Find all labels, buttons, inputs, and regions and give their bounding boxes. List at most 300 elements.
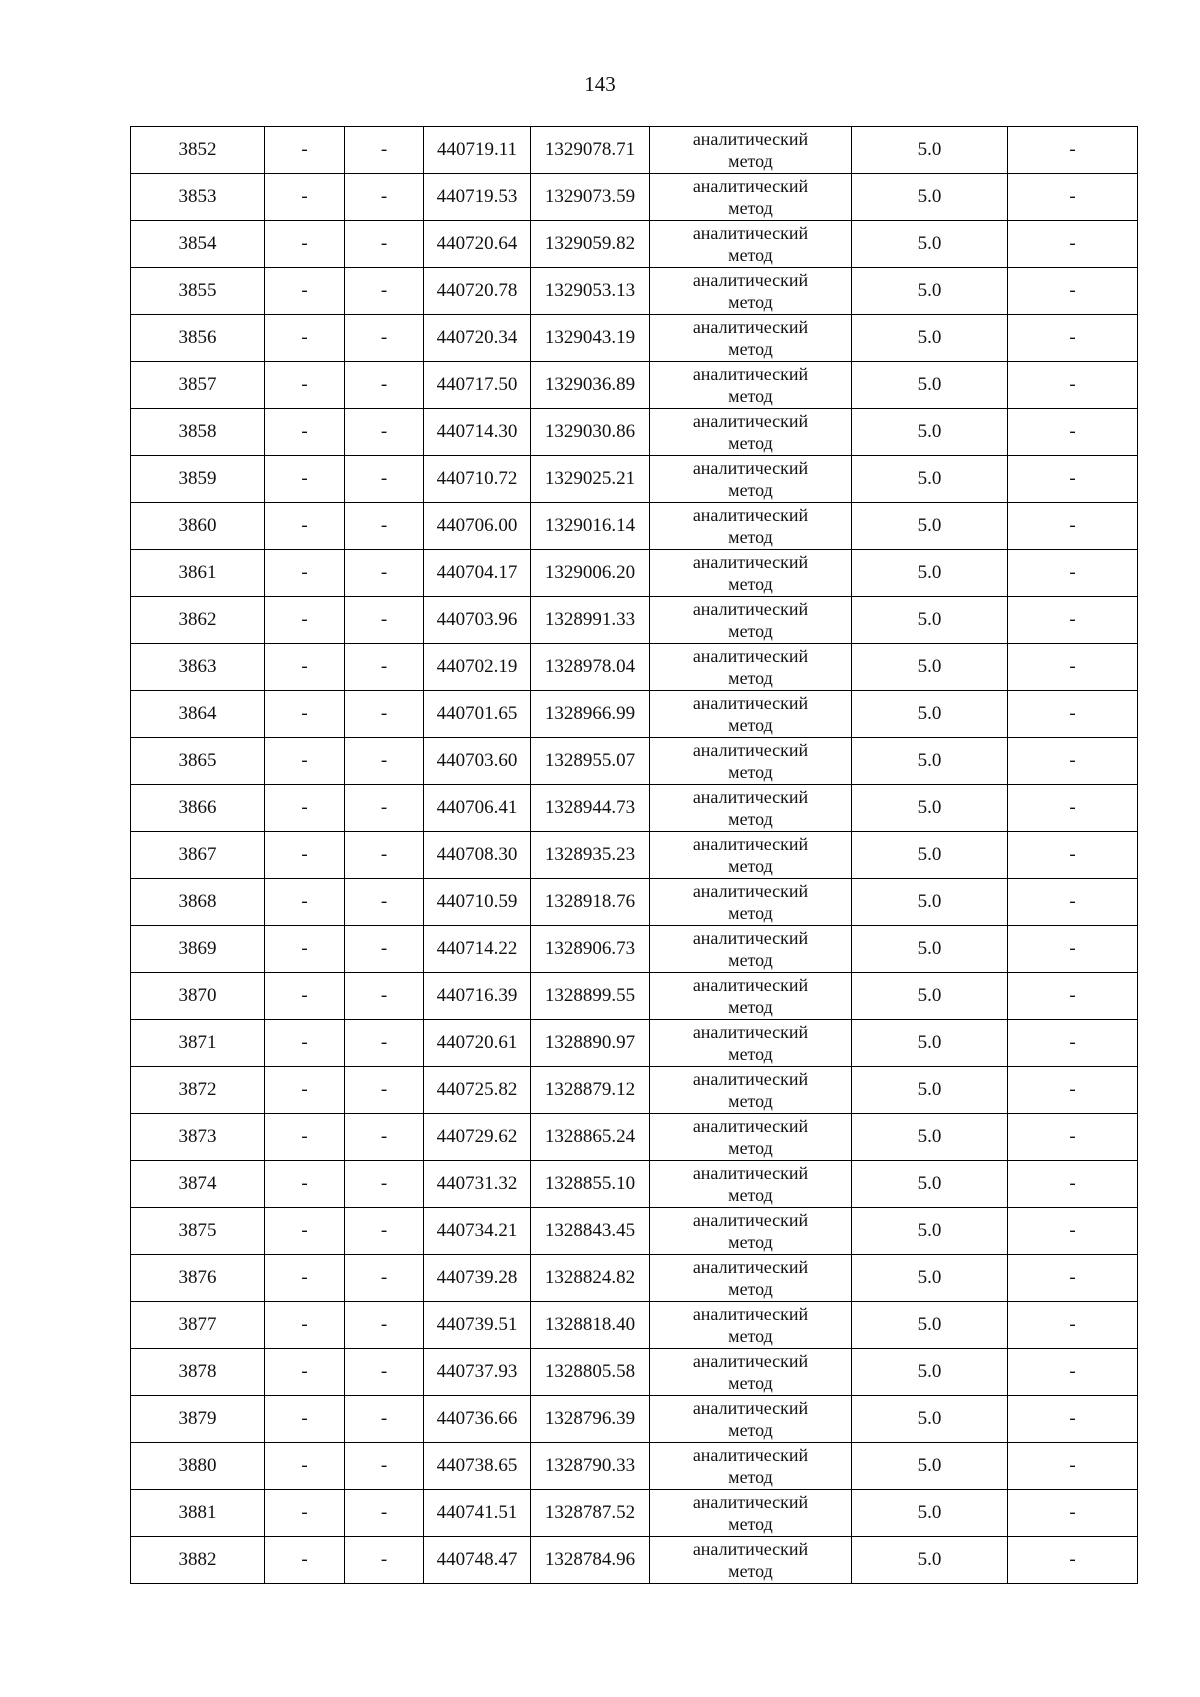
coordinate-x-cell: 440739.28 <box>424 1255 531 1302</box>
method-text-line: аналитический <box>692 176 809 196</box>
method-text-line: метод <box>728 151 773 171</box>
point-number-cell: 3867 <box>131 832 265 879</box>
empty-dash-cell: - <box>265 1396 345 1443</box>
coordinate-y-cell: 1329078.71 <box>531 127 650 174</box>
method-text-line: метод <box>728 1373 773 1393</box>
method-cell <box>650 268 852 315</box>
method-text-line: метод <box>728 1467 773 1487</box>
point-number-cell: 3856 <box>131 315 265 362</box>
coordinate-y-cell: 1328899.55 <box>531 973 650 1020</box>
method-cell <box>650 879 852 926</box>
empty-dash-cell: - <box>345 926 424 973</box>
method-text-line: метод <box>728 433 773 453</box>
point-number-cell: 3862 <box>131 597 265 644</box>
table-row <box>131 973 1138 1020</box>
empty-dash-cell: - <box>345 1208 424 1255</box>
table-row <box>131 503 1138 550</box>
table-row <box>131 1396 1138 1443</box>
coordinate-x-cell: 440720.78 <box>424 268 531 315</box>
precision-cell: 5.0 <box>852 362 1008 409</box>
precision-cell: 5.0 <box>852 409 1008 456</box>
precision-cell: 5.0 <box>852 1443 1008 1490</box>
coordinate-x-cell: 440703.96 <box>424 597 531 644</box>
empty-dash-cell: - <box>265 1255 345 1302</box>
empty-dash-cell: - <box>265 174 345 221</box>
empty-dash-cell: - <box>265 1114 345 1161</box>
method-text-line: аналитический <box>692 1398 809 1418</box>
point-number-cell: 3859 <box>131 456 265 503</box>
table-row <box>131 1255 1138 1302</box>
table-row <box>131 550 1138 597</box>
point-number-cell: 3874 <box>131 1161 265 1208</box>
method-text-line: метод <box>728 1561 773 1581</box>
method-text-line: метод <box>728 292 773 312</box>
method-text-line: аналитический <box>692 881 809 901</box>
coordinate-y-cell: 1328879.12 <box>531 1067 650 1114</box>
coordinate-y-cell: 1328843.45 <box>531 1208 650 1255</box>
empty-dash-cell: - <box>345 1020 424 1067</box>
precision-cell: 5.0 <box>852 597 1008 644</box>
coordinate-y-cell: 1329036.89 <box>531 362 650 409</box>
empty-dash-cell: - <box>265 785 345 832</box>
empty-dash-cell: - <box>1008 785 1138 832</box>
method-cell <box>650 785 852 832</box>
method-text-line: аналитический <box>692 270 809 290</box>
empty-dash-cell: - <box>1008 1255 1138 1302</box>
coordinate-y-cell: 1328935.23 <box>531 832 650 879</box>
method-text-line: метод <box>728 1044 773 1064</box>
precision-cell: 5.0 <box>852 785 1008 832</box>
empty-dash-cell: - <box>345 832 424 879</box>
empty-dash-cell: - <box>265 315 345 362</box>
method-cell <box>650 1208 852 1255</box>
point-number-cell: 3861 <box>131 550 265 597</box>
coordinate-x-cell: 440704.17 <box>424 550 531 597</box>
coordinate-y-cell: 1329073.59 <box>531 174 650 221</box>
precision-cell: 5.0 <box>852 268 1008 315</box>
table-row <box>131 691 1138 738</box>
precision-cell: 5.0 <box>852 926 1008 973</box>
method-text-line: аналитический <box>692 1069 809 1089</box>
point-number-cell: 3855 <box>131 268 265 315</box>
empty-dash-cell: - <box>265 1443 345 1490</box>
method-cell <box>650 1443 852 1490</box>
coordinate-x-cell: 440720.64 <box>424 221 531 268</box>
table-row <box>131 456 1138 503</box>
method-text-line: метод <box>728 1138 773 1158</box>
coordinate-x-cell: 440716.39 <box>424 973 531 1020</box>
precision-cell: 5.0 <box>852 1114 1008 1161</box>
method-text-line: метод <box>728 809 773 829</box>
method-text-line: аналитический <box>692 1257 809 1277</box>
table-row <box>131 785 1138 832</box>
empty-dash-cell: - <box>265 456 345 503</box>
table-row <box>131 409 1138 456</box>
empty-dash-cell: - <box>265 1020 345 1067</box>
method-cell <box>650 1161 852 1208</box>
method-text-line: аналитический <box>692 975 809 995</box>
point-number-cell: 3876 <box>131 1255 265 1302</box>
method-cell <box>650 315 852 362</box>
coordinate-x-cell: 440720.61 <box>424 1020 531 1067</box>
empty-dash-cell: - <box>345 973 424 1020</box>
point-number-cell: 3858 <box>131 409 265 456</box>
empty-dash-cell: - <box>345 1537 424 1584</box>
empty-dash-cell: - <box>1008 832 1138 879</box>
coordinate-y-cell: 1328865.24 <box>531 1114 650 1161</box>
table-row <box>131 832 1138 879</box>
coordinate-y-cell: 1329059.82 <box>531 221 650 268</box>
method-text-line: аналитический <box>692 505 809 525</box>
method-text-line: метод <box>728 1326 773 1346</box>
method-text-line: аналитический <box>692 1539 809 1559</box>
method-cell <box>650 973 852 1020</box>
coordinate-x-cell: 440739.51 <box>424 1302 531 1349</box>
method-cell <box>650 362 852 409</box>
method-text-line: метод <box>728 903 773 923</box>
precision-cell: 5.0 <box>852 1255 1008 1302</box>
precision-cell: 5.0 <box>852 221 1008 268</box>
empty-dash-cell: - <box>345 268 424 315</box>
method-text-line: аналитический <box>692 1492 809 1512</box>
empty-dash-cell: - <box>265 832 345 879</box>
method-cell <box>650 1349 852 1396</box>
method-text-line: аналитический <box>692 552 809 572</box>
method-cell <box>650 1490 852 1537</box>
empty-dash-cell: - <box>265 503 345 550</box>
coordinate-x-cell: 440719.53 <box>424 174 531 221</box>
empty-dash-cell: - <box>265 738 345 785</box>
empty-dash-cell: - <box>1008 1067 1138 1114</box>
point-number-cell: 3869 <box>131 926 265 973</box>
empty-dash-cell: - <box>1008 550 1138 597</box>
precision-cell: 5.0 <box>852 1349 1008 1396</box>
method-text-line: аналитический <box>692 129 809 149</box>
empty-dash-cell: - <box>345 1114 424 1161</box>
point-number-cell: 3860 <box>131 503 265 550</box>
method-text-line: метод <box>728 1091 773 1111</box>
coordinate-y-cell: 1328855.10 <box>531 1161 650 1208</box>
point-number-cell: 3880 <box>131 1443 265 1490</box>
table-row <box>131 1161 1138 1208</box>
coordinate-y-cell: 1328955.07 <box>531 738 650 785</box>
table-row <box>131 1208 1138 1255</box>
empty-dash-cell: - <box>345 1302 424 1349</box>
table-row <box>131 879 1138 926</box>
point-number-cell: 3872 <box>131 1067 265 1114</box>
method-text-line: метод <box>728 950 773 970</box>
empty-dash-cell: - <box>1008 597 1138 644</box>
point-number-cell: 3870 <box>131 973 265 1020</box>
table-row <box>131 1443 1138 1490</box>
coordinate-y-cell: 1328818.40 <box>531 1302 650 1349</box>
table-row <box>131 1020 1138 1067</box>
empty-dash-cell: - <box>1008 1020 1138 1067</box>
empty-dash-cell: - <box>265 1161 345 1208</box>
point-number-cell: 3879 <box>131 1396 265 1443</box>
empty-dash-cell: - <box>345 1443 424 1490</box>
empty-dash-cell: - <box>265 1537 345 1584</box>
empty-dash-cell: - <box>1008 268 1138 315</box>
coordinate-y-cell: 1328906.73 <box>531 926 650 973</box>
empty-dash-cell: - <box>345 644 424 691</box>
method-text-line: аналитический <box>692 599 809 619</box>
coordinate-y-cell: 1328805.58 <box>531 1349 650 1396</box>
coordinate-x-cell: 440708.30 <box>424 832 531 879</box>
empty-dash-cell: - <box>1008 1537 1138 1584</box>
empty-dash-cell: - <box>1008 174 1138 221</box>
point-number-cell: 3881 <box>131 1490 265 1537</box>
empty-dash-cell: - <box>265 644 345 691</box>
point-number-cell: 3854 <box>131 221 265 268</box>
empty-dash-cell: - <box>345 456 424 503</box>
coordinate-x-cell: 440741.51 <box>424 1490 531 1537</box>
empty-dash-cell: - <box>1008 362 1138 409</box>
empty-dash-cell: - <box>265 268 345 315</box>
precision-cell: 5.0 <box>852 315 1008 362</box>
coordinate-y-cell: 1328790.33 <box>531 1443 650 1490</box>
method-cell <box>650 738 852 785</box>
coordinate-x-cell: 440714.22 <box>424 926 531 973</box>
method-text-line: аналитический <box>692 1210 809 1230</box>
precision-cell: 5.0 <box>852 1490 1008 1537</box>
table-body <box>131 127 1138 1584</box>
empty-dash-cell: - <box>345 738 424 785</box>
precision-cell: 5.0 <box>852 1067 1008 1114</box>
coordinate-y-cell: 1329053.13 <box>531 268 650 315</box>
precision-cell: 5.0 <box>852 691 1008 738</box>
point-number-cell: 3875 <box>131 1208 265 1255</box>
method-text-line: аналитический <box>692 317 809 337</box>
point-number-cell: 3871 <box>131 1020 265 1067</box>
empty-dash-cell: - <box>1008 409 1138 456</box>
table-row <box>131 268 1138 315</box>
method-cell <box>650 597 852 644</box>
empty-dash-cell: - <box>265 973 345 1020</box>
coordinate-x-cell: 440706.41 <box>424 785 531 832</box>
empty-dash-cell: - <box>265 597 345 644</box>
method-cell <box>650 1302 852 1349</box>
table-row <box>131 315 1138 362</box>
empty-dash-cell: - <box>265 926 345 973</box>
method-cell <box>650 1396 852 1443</box>
method-text-line: аналитический <box>692 646 809 666</box>
method-text-line: метод <box>728 1185 773 1205</box>
point-number-cell: 3866 <box>131 785 265 832</box>
precision-cell: 5.0 <box>852 127 1008 174</box>
empty-dash-cell: - <box>345 221 424 268</box>
empty-dash-cell: - <box>265 1067 345 1114</box>
coordinate-x-cell: 440702.19 <box>424 644 531 691</box>
coordinate-x-cell: 440736.66 <box>424 1396 531 1443</box>
empty-dash-cell: - <box>1008 644 1138 691</box>
method-text-line: аналитический <box>692 1116 809 1136</box>
point-number-cell: 3873 <box>131 1114 265 1161</box>
method-text-line: аналитический <box>692 1351 809 1371</box>
coordinate-y-cell: 1328784.96 <box>531 1537 650 1584</box>
method-cell <box>650 1067 852 1114</box>
empty-dash-cell: - <box>345 597 424 644</box>
precision-cell: 5.0 <box>852 174 1008 221</box>
precision-cell: 5.0 <box>852 1302 1008 1349</box>
method-text-line: метод <box>728 245 773 265</box>
method-cell <box>650 221 852 268</box>
precision-cell: 5.0 <box>852 1208 1008 1255</box>
method-text-line: аналитический <box>692 411 809 431</box>
table-row <box>131 362 1138 409</box>
method-text-line: аналитический <box>692 1304 809 1324</box>
coordinate-y-cell: 1328918.76 <box>531 879 650 926</box>
precision-cell: 5.0 <box>852 550 1008 597</box>
table-row <box>131 1490 1138 1537</box>
coordinate-x-cell: 440717.50 <box>424 362 531 409</box>
precision-cell: 5.0 <box>852 1020 1008 1067</box>
empty-dash-cell: - <box>1008 1161 1138 1208</box>
empty-dash-cell: - <box>1008 503 1138 550</box>
method-text-line: метод <box>728 856 773 876</box>
point-number-cell: 3878 <box>131 1349 265 1396</box>
method-cell <box>650 174 852 221</box>
method-text-line: метод <box>728 621 773 641</box>
method-text-line: аналитический <box>692 787 809 807</box>
precision-cell: 5.0 <box>852 644 1008 691</box>
table-row <box>131 1349 1138 1396</box>
point-number-cell: 3863 <box>131 644 265 691</box>
precision-cell: 5.0 <box>852 456 1008 503</box>
empty-dash-cell: - <box>265 127 345 174</box>
method-text-line: аналитический <box>692 693 809 713</box>
coordinate-y-cell: 1328787.52 <box>531 1490 650 1537</box>
coordinate-x-cell: 440725.82 <box>424 1067 531 1114</box>
method-text-line: метод <box>728 997 773 1017</box>
precision-cell: 5.0 <box>852 503 1008 550</box>
empty-dash-cell: - <box>1008 879 1138 926</box>
method-text-line: метод <box>728 386 773 406</box>
table-row <box>131 221 1138 268</box>
empty-dash-cell: - <box>265 550 345 597</box>
coordinate-x-cell: 440731.32 <box>424 1161 531 1208</box>
coordinate-y-cell: 1328796.39 <box>531 1396 650 1443</box>
table-row <box>131 926 1138 973</box>
coordinate-x-cell: 440710.59 <box>424 879 531 926</box>
coordinate-x-cell: 440737.93 <box>424 1349 531 1396</box>
empty-dash-cell: - <box>265 1302 345 1349</box>
table-row <box>131 174 1138 221</box>
table-row <box>131 644 1138 691</box>
empty-dash-cell: - <box>1008 127 1138 174</box>
method-text-line: метод <box>728 715 773 735</box>
empty-dash-cell: - <box>1008 926 1138 973</box>
precision-cell: 5.0 <box>852 973 1008 1020</box>
precision-cell: 5.0 <box>852 1396 1008 1443</box>
method-text-line: метод <box>728 480 773 500</box>
empty-dash-cell: - <box>345 362 424 409</box>
method-text-line: аналитический <box>692 1163 809 1183</box>
empty-dash-cell: - <box>345 1349 424 1396</box>
table-row <box>131 597 1138 644</box>
coordinate-x-cell: 440701.65 <box>424 691 531 738</box>
empty-dash-cell: - <box>345 409 424 456</box>
coordinate-x-cell: 440734.21 <box>424 1208 531 1255</box>
method-cell <box>650 503 852 550</box>
coordinates-table <box>130 126 1138 1584</box>
table-row <box>131 738 1138 785</box>
method-text-line: метод <box>728 339 773 359</box>
method-text-line: аналитический <box>692 458 809 478</box>
precision-cell: 5.0 <box>852 879 1008 926</box>
table-row <box>131 1114 1138 1161</box>
method-cell <box>650 691 852 738</box>
empty-dash-cell: - <box>265 409 345 456</box>
precision-cell: 5.0 <box>852 1161 1008 1208</box>
coordinate-y-cell: 1329030.86 <box>531 409 650 456</box>
empty-dash-cell: - <box>345 1161 424 1208</box>
empty-dash-cell: - <box>345 879 424 926</box>
method-cell <box>650 456 852 503</box>
empty-dash-cell: - <box>345 1067 424 1114</box>
empty-dash-cell: - <box>345 127 424 174</box>
table-row <box>131 1537 1138 1584</box>
coordinate-y-cell: 1328944.73 <box>531 785 650 832</box>
coordinate-x-cell: 440729.62 <box>424 1114 531 1161</box>
method-cell <box>650 550 852 597</box>
coordinate-x-cell: 440748.47 <box>424 1537 531 1584</box>
method-text-line: аналитический <box>692 364 809 384</box>
empty-dash-cell: - <box>1008 1114 1138 1161</box>
method-cell <box>650 1537 852 1584</box>
coordinate-y-cell: 1329043.19 <box>531 315 650 362</box>
precision-cell: 5.0 <box>852 832 1008 879</box>
empty-dash-cell: - <box>1008 1490 1138 1537</box>
method-text-line: метод <box>728 668 773 688</box>
empty-dash-cell: - <box>1008 456 1138 503</box>
coordinate-x-cell: 440714.30 <box>424 409 531 456</box>
empty-dash-cell: - <box>345 1255 424 1302</box>
point-number-cell: 3852 <box>131 127 265 174</box>
empty-dash-cell: - <box>1008 1443 1138 1490</box>
method-text-line: метод <box>728 1232 773 1252</box>
method-cell <box>650 1020 852 1067</box>
coordinate-y-cell: 1329025.21 <box>531 456 650 503</box>
table-row <box>131 127 1138 174</box>
method-cell <box>650 1255 852 1302</box>
precision-cell: 5.0 <box>852 738 1008 785</box>
method-text-line: метод <box>728 1420 773 1440</box>
empty-dash-cell: - <box>1008 1302 1138 1349</box>
empty-dash-cell: - <box>265 221 345 268</box>
point-number-cell: 3877 <box>131 1302 265 1349</box>
method-cell <box>650 409 852 456</box>
method-cell <box>650 832 852 879</box>
point-number-cell: 3857 <box>131 362 265 409</box>
method-text-line: аналитический <box>692 740 809 760</box>
table-row <box>131 1067 1138 1114</box>
empty-dash-cell: - <box>345 550 424 597</box>
page-number: 143 <box>584 72 616 96</box>
coordinate-x-cell: 440706.00 <box>424 503 531 550</box>
coordinate-x-cell: 440720.34 <box>424 315 531 362</box>
table-row <box>131 1302 1138 1349</box>
empty-dash-cell: - <box>1008 973 1138 1020</box>
method-cell <box>650 926 852 973</box>
method-text-line: аналитический <box>692 1445 809 1465</box>
empty-dash-cell: - <box>1008 1208 1138 1255</box>
method-text-line: метод <box>728 574 773 594</box>
coordinate-y-cell: 1329006.20 <box>531 550 650 597</box>
coordinate-y-cell: 1329016.14 <box>531 503 650 550</box>
empty-dash-cell: - <box>1008 315 1138 362</box>
empty-dash-cell: - <box>1008 221 1138 268</box>
